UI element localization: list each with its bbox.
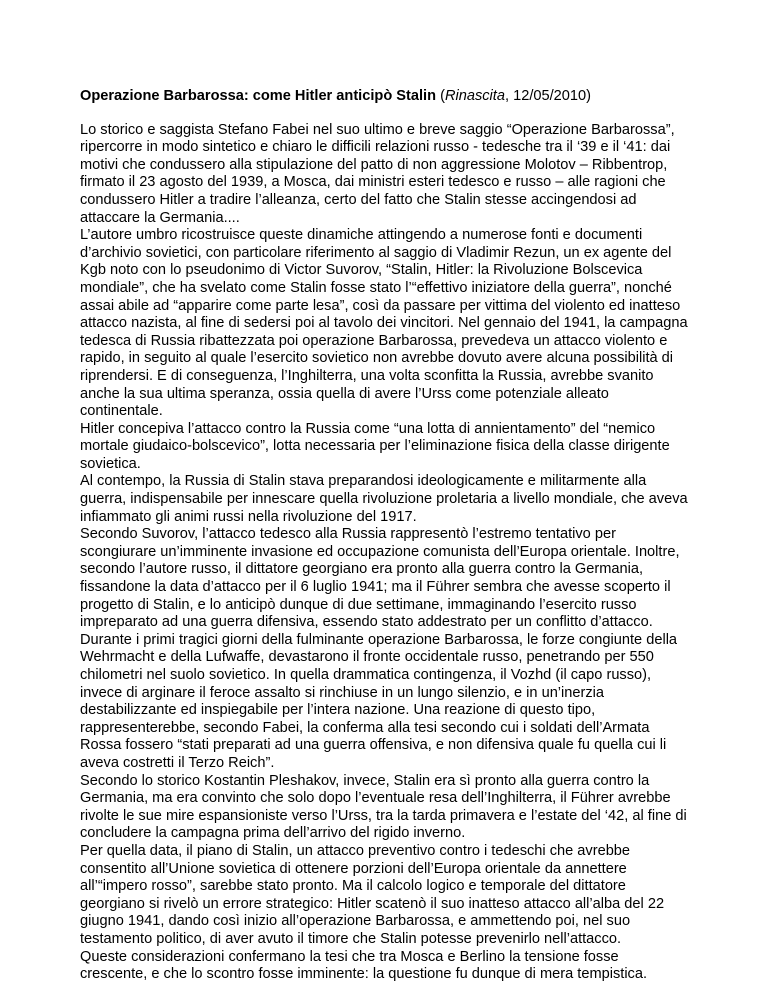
paragraph: Hitler concepiva l’attacco contro la Russia come “una lotta di annientamento” del “nemico mortale giudaico-bolscevico”, lotta necessaria per l’eliminazione fisica della classe dirigente sovietica. [80,420,670,472]
paragraph: Lo storico e saggista Stefano Fabei nel suo ultimo e breve saggio “Operazione Barbarossa”, ripercorre in modo sintetico e chiaro le difficili relazioni russo - tedesche tra il ‘39 e il ‘41: dai motivi che condussero alla stipulazione del patto di non aggressione Molotov – Ribbentrop, firmato il 23 agosto del 1939, a Mosca, dai ministri esteri tedesco e russo – alle ragioni che condussero Hitler a tradire l’alleanza, certo del fatto che Stalin stesse accingendosi ad attaccare la Germania.... [80,121,675,226]
article-body [80,122,690,984]
paragraph: Secondo Suvorov, l’attacco tedesco alla Russia rappresentò l’estremo tentativo per scongiurare un’imminente invasione ed occupazione comunista dell’Europa orientale. Inoltre, secondo l’autore russo, il dittatore georgiano era pronto alla guerra contro la Germania, fissandone la data d’attacco per il 6 luglio 1941; ma il Führer sembra che avesse scoperto il progetto di Stalin, e lo anticipò dunque di due settimane, immaginando l’esercito russo impreparato ad una guerra difensiva, essendo stato addestrato per un conflitto d’attacco. [80,526,680,631]
source-close: , 12/05/2010) [504,88,591,104]
paragraph: Secondo lo storico Kostantin Pleshakov, invece, Stalin era sì pronto alla guerra contro la Germania, ma era convinto che solo dopo l’eventuale resa dell’Inghilterra, il Führer avrebbe rivolte le sue mire espansioniste verso l’Urss, tra la tarda primavera e l’estate del ‘42, al fine di concludere la campagna prima dell’arrivo del rigido inverno. [80,772,687,842]
source-open: ( [436,88,445,104]
paragraph: Durante i primi tragici giorni della fulminante operazione Barbarossa, le forze congiunte della Wehrmacht e della Lufwaffe, devastarono il fronte occidentale russo, penetrando per 550 chilometri nel suolo sovietico. In quella drammatica contingenza, il Vozhd (il capo russo), invece di arginare il feroce assalto si rinchiuse in un lungo silenzio, e in un’inerzia destabilizzante ed inspiegabile per l’intera nazione. Una reazione di questo tipo, rappresenterebbe, secondo Fabei, la conferma alla tesi secondo cui i soldati dell’Armata Rossa fossero “stati preparati ad una guerra offensiva, e non difensiva quale fu quella cui li aveva costretti il Terzo Reich”. [80,631,678,771]
paragraph: Queste considerazioni confermano la tesi che tra Mosca e Berlino la tensione fosse crescente, e che lo scontro fosse imminente: la questione fu dunque di mera tempistica. [80,948,648,983]
paragraph: L’autore umbro ricostruisce queste dinamiche attingendo a numerose fonti e documenti d’archivio sovietici, con particolare riferimento al saggio di Vladimir Rezun, un ex agente del Kgb noto con lo pseudonimo di Victor Suvorov, “Stalin, Hitler: la Rivoluzione Bolscevica mondiale”, che ha svelato come Stalin fosse stato l’“effettivo iniziatore della guerra”, nonché assai abile ad “apparire come parte lesa”, così da passare per vittima del violento ed inatteso attacco nazista, al fine di sedersi poi al tavolo dei vincitori. Nel gennaio del 1941, la campagna tedesca di Russia ribattezzata poi operazione Barbarossa, prevedeva un attacco violento e rapido, in seguito al quale l’esercito sovietico non avrebbe dovuto avere alcuna possibilità di riprendersi. E di conseguenza, l’Inghilterra, una volta sconfitta la Russia, avrebbe svanito anche la sua ultima speranza, ossia quella di avere l’Urss come potenziale alleato continentale. [80,227,688,420]
paragraph: Al contempo, la Russia di Stalin stava preparandosi ideologicamente e militarmente alla guerra, indispensabile per innescare quella rivoluzione proletaria a livello mondiale, che aveva infiammato gli animi russi nella rivoluzione del 1917. [80,473,688,525]
source-name: Rinascita [444,88,505,104]
article-title: Operazione Barbarossa: come Hitler anticipò Stalin [80,88,437,104]
document-page [80,88,690,984]
paragraph: Per quella data, il piano di Stalin, un attacco preventivo contro i tedeschi che avrebbe consentito all’Unione sovietica di ottenere porzioni dell’Europa orientale da annettere all’“impero rosso”, sarebbe stato pronto. Ma il calcolo logico e temporale del dittatore georgiano si rivelò un errore strategico: Hitler scatenò il suo inatteso attacco all’alba del 22 giugno 1941, dando così inizio all’operazione Barbarossa, e ammettendo poi, nel suo testamento politico, di aver avuto il timore che Stalin potesse prevenirlo nell’attacco. [80,842,665,947]
article-heading [80,88,690,106]
